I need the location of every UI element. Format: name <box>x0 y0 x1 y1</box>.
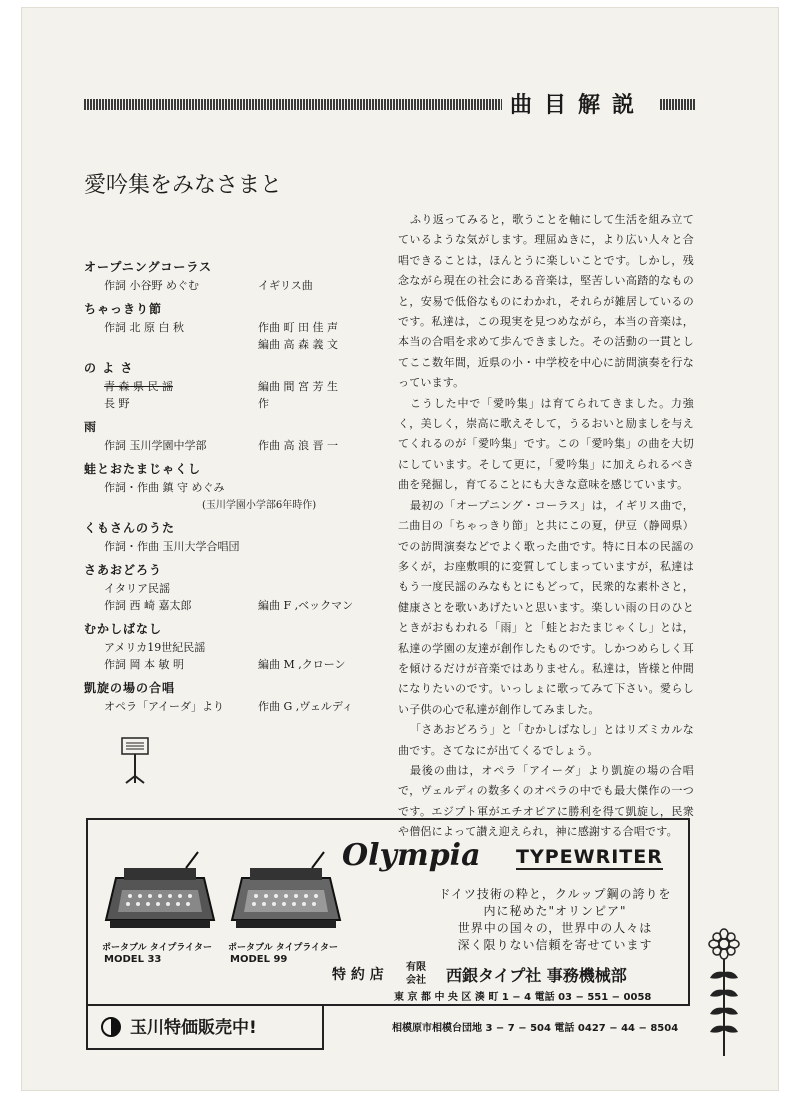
program-item <box>84 359 384 411</box>
song-title: 凱旋の場の合唱 <box>84 681 176 695</box>
credit-line <box>84 537 384 554</box>
commentary-paragraph: 最初の「オープニング・コーラス」は，イギリス曲で，二曲目の「ちゃっきり節」と共にこの夏，伊豆（静岡県）での訪問演奏などでよく歌った曲です。特に日本の民謡の多くが，お座敷唄的に変質してしまっていますが，私達はもう一度民謡のみなもとにもどって，民衆的な素朴さと，健康さとを歌いあげたいと思います。楽しい雨の日のひとときがおもわれる「雨」と「蛙とおたまじゃくし」とは，私達の学園の友達が創作したものです。しかつめらしく耳を傾けるだけが音楽ではありません。私達は，皆様と仲間になりたいのです。いっしょに歌ってみて下さい。愛らしい子供の心で私達が創作してみました。 <box>398 498 694 716</box>
circle-logo-icon <box>100 1016 122 1038</box>
model-33-label: ポータブル タイプライター <box>102 943 213 953</box>
credit-left: 作詞 西 崎 嘉太郎 <box>104 599 192 612</box>
credit-line <box>84 697 384 714</box>
brand-logo: Olympia <box>342 838 481 873</box>
sale-banner <box>86 1004 324 1050</box>
program-list <box>84 258 384 721</box>
tagline-1: ドイツ技術の粋と，クルップ鋼の誇りを <box>438 887 672 901</box>
credit-left: オペラ「アイーダ」より <box>104 700 225 713</box>
commentary-paragraph: 最後の曲は，オペラ「アイーダ」より凱旋の場の合唱で，ヴェルディの数多くのオペラの中でも最大傑作の一つです。エジプト軍がエチオピアに勝利を得て凱旋し，民衆や僧侶によって讃え迎えられ，神に感謝する合唱です。 <box>398 763 694 839</box>
credit-line <box>84 394 384 411</box>
credit-right: 編曲 M ,クローン <box>258 658 346 671</box>
model-33-number: MODEL 33 <box>104 954 162 965</box>
olympia-advertisement <box>86 818 690 1006</box>
song-title: くもさんのうた <box>84 521 176 535</box>
sale-banner-text: 玉川特価販売中! <box>130 1018 257 1038</box>
credit-line <box>84 655 384 672</box>
credit-right: 作曲 高 浪 晋 一 <box>258 439 338 452</box>
dealer-prefix: 特 約 店 <box>332 967 384 983</box>
program-item <box>84 300 384 352</box>
typewriter-99-icon <box>228 850 344 934</box>
song-title: さあおどろう <box>84 563 163 577</box>
credit-line <box>84 377 384 394</box>
credit-left: 作詞 北 原 白 秋 <box>104 321 184 334</box>
model-99-label: ポータブル タイプライター <box>228 943 339 953</box>
program-item <box>84 460 384 512</box>
address-tokyo: 東 京 都 中 央 区 湊 町 1 − 4 電話 03 − 551 − 0058 <box>394 992 652 1003</box>
credit-line <box>84 638 384 655</box>
credit-line <box>84 335 384 352</box>
company-type-bottom: 会社 <box>406 975 426 986</box>
commentary-paragraph: ふり返ってみると，歌うことを軸にして生活を組み立てているような気がします。理屈ぬきに，より広い人々と合唱できることは，ほんとうに楽しいことです。しかし，残念ながら現在の社会にある音楽は，堅苦しい高踏的なものと，安易で低俗なものにわかれ，それらが雑居しているのです。私達は，この現実を見つめながら，本当の音楽は，本当の合唱を求めて歩んできました。その活動の一貫としてここ数年間，近県の小・中学校を中心に訪問演奏を行なっています。 <box>398 213 694 390</box>
song-title: の よ さ <box>84 361 134 375</box>
typewriter-33-icon <box>102 850 218 934</box>
product-name: TYPEWRITER <box>516 846 663 868</box>
program-item <box>84 418 384 453</box>
credit-left: 作詞・作曲 鎮 守 めぐみ <box>104 481 225 494</box>
program-item <box>84 519 384 554</box>
credit-left: アメリカ19世紀民謡 <box>104 641 206 654</box>
header-rule-left <box>84 99 502 110</box>
credit-left: イタリア民謡 <box>104 582 170 595</box>
credit-right: イギリス曲 <box>258 279 313 292</box>
credit-line <box>84 596 384 613</box>
company-type-top: 有限 <box>406 962 426 973</box>
credit-left: 作詞 小谷野 めぐむ <box>104 279 199 292</box>
program-item <box>84 561 384 613</box>
credit-line <box>84 579 384 596</box>
flower-decoration-icon <box>704 928 744 1058</box>
song-title: 蛙とおたまじゃくし <box>84 462 202 476</box>
tagline-4: 深く限りない信頼を寄せています <box>457 938 653 952</box>
song-title: むかしばなし <box>84 622 163 636</box>
commentary-paragraph: こうした中で「愛吟集」は育てられてきました。力強く，美しく，崇高に歌えそして，うるおいと励ましを与えてくれるのが「愛吟集」です。この「愛吟集」の曲を大切にしています。そして更に，「愛吟集」に加えられるべき曲を発掘し，育てることにも大きな意味を感じています。 <box>398 396 694 492</box>
credit-right: 作曲 町 田 佳 声 <box>258 321 338 334</box>
credit-left: 作詞 玉川学園中学部 <box>104 439 207 452</box>
song-title: オープニングコーラス <box>84 260 212 274</box>
address-sagamihara: 相模原市相模台団地 3 − 7 − 504 電話 0427 − 44 − 8504 <box>392 1023 679 1034</box>
page-title: 愛吟集をみなさまと <box>84 173 283 198</box>
song-title: ちゃっきり節 <box>84 302 163 316</box>
header-rule-right <box>660 99 696 110</box>
credit-line <box>84 495 384 512</box>
section-title: 曲目解説 <box>510 92 647 118</box>
credit-right: 編曲 間 宮 芳 生 <box>258 380 338 393</box>
commentary <box>398 210 694 843</box>
model-99-number: MODEL 99 <box>230 954 288 965</box>
credit-left: 長 野 <box>104 397 130 410</box>
tagline-3: 世界中の国々の，世界中の人々は <box>457 921 653 935</box>
credit-line <box>84 318 384 335</box>
credit-right: 編曲 F ,ベックマン <box>258 599 354 612</box>
song-title: 雨 <box>84 420 98 434</box>
credit-right: 編曲 高 森 義 文 <box>258 338 338 351</box>
program-item <box>84 620 384 672</box>
credit-right: 作 <box>258 397 269 410</box>
program-item <box>84 679 384 714</box>
dealer-name: 西銀タイプ社 事務機械部 <box>446 966 627 985</box>
program-item <box>84 258 384 293</box>
music-stand-icon <box>118 736 154 784</box>
tagline-2: 内に秘めた"オリンピア" <box>483 904 627 918</box>
credit-left: 作詞・作曲 玉川大学合唱団 <box>104 540 240 553</box>
credit-right: 作曲 G ,ヴェルディ <box>258 700 353 713</box>
credit-line <box>84 436 384 453</box>
credit-line <box>84 478 384 495</box>
credit-left: 青 森 県 民 謡 <box>104 380 173 393</box>
credit-line <box>84 276 384 293</box>
commentary-paragraph: 「さあおどろう」と「むかしばなし」とはリズミカルな曲です。さてなにが出てくるでしょう。 <box>398 723 694 757</box>
credit-right: (玉川学園小学部6年時作) <box>202 500 317 511</box>
credit-left: 作詞 岡 本 敏 明 <box>104 658 184 671</box>
